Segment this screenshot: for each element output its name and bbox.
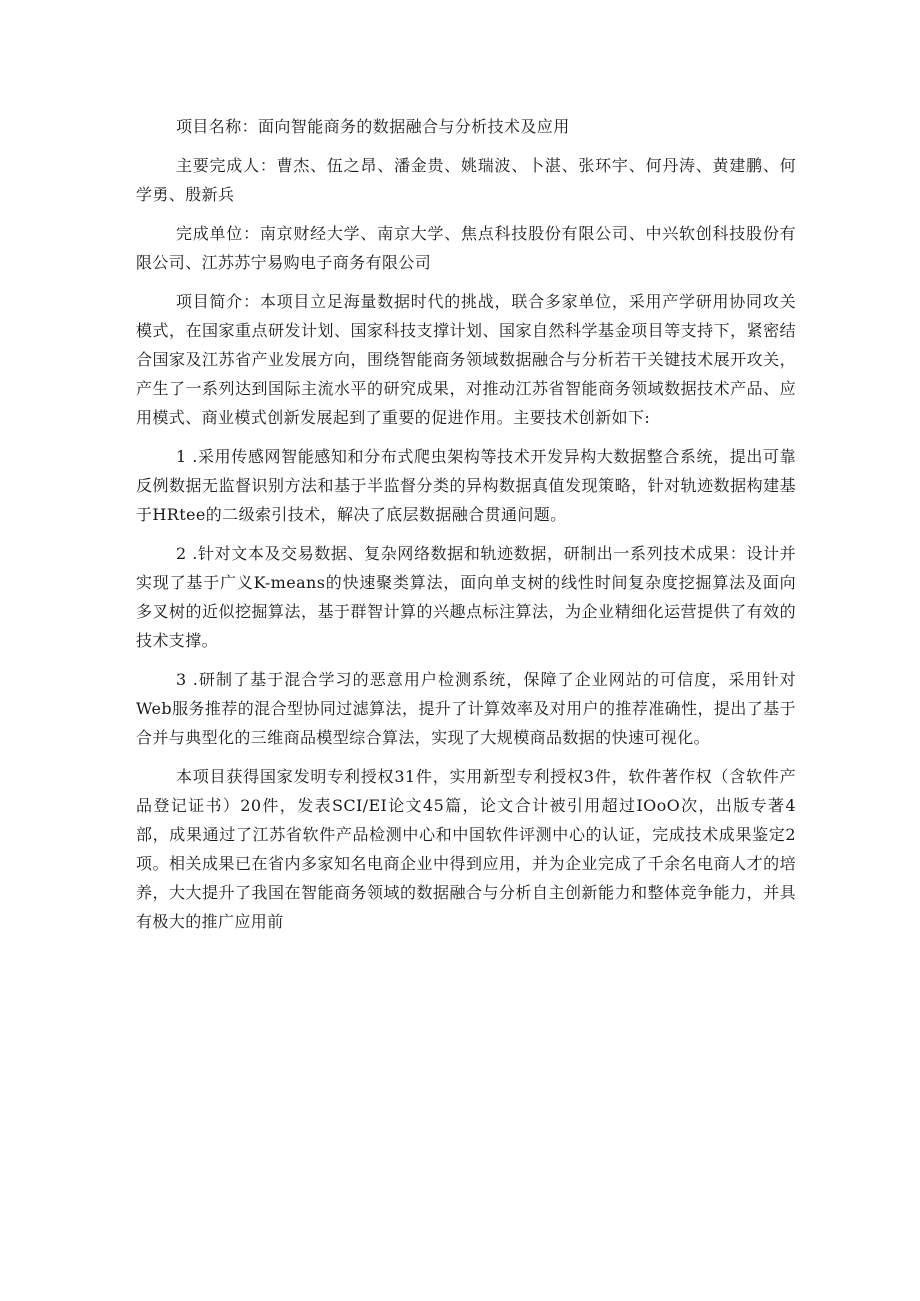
project-summary: 本项目获得国家发明专利授权31件，实用新型专利授权3件，软件著作权（含软件产品登记证书）20件，发表SCI/EI论文45篇，论文合计被引用超过IOoO次，出版专著4部，成果通过了江苏省软件产品检测中心和中国软件评测中心的认证，完成技术成果鉴定2项。相关成果已在省内多家知名电商企业中得到应用，并为企业完成了千余名电商人才的培养，大大提升了我国在智能商务领域的数据融合与分析自主创新能力和整体竞争能力，并具有极大的推广应用前	[136, 767, 796, 931]
project-name: 项目名称：面向智能商务的数据融合与分析技术及应用	[176, 117, 570, 136]
innovation-item-3: 3 .研制了基于混合学习的恶意用户检测系统，保障了企业网站的可信度，采用针对Web服务推荐的混合型协同过滤算法，提升了计算效率及对用户的推荐准确性，提出了基于合并与典型化的三维商品模型综合算法，实现了大规模商品数据的快速可视化。	[136, 670, 796, 747]
completion-units: 完成单位：南京财经大学、南京大学、焦点科技股份有限公司、中兴软创科技股份有限公司、江苏苏宁易购电子商务有限公司	[136, 224, 796, 272]
document-body	[136, 112, 796, 944]
innovation-item-1: 1 .采用传感网智能感知和分布式爬虫架构等技术开发异构大数据整合系统，提出可靠反例数据无监督识别方法和基于半监督分类的异构数据真值发现策略，针对轨迹数据构建基于HRtee的二级索引技术，解决了底层数据融合贯通问题。	[136, 447, 796, 524]
innovation-item-2: 2 .针对文本及交易数据、复杂网络数据和轨迹数据，研制出一系列技术成果：设计并实现了基于广义K-means的快速聚类算法，面向单支树的线性时间复杂度挖掘算法及面向多叉树的近似挖掘算法，基于群智计算的兴趣点标注算法，为企业精细化运营提供了有效的技术支撑。	[136, 544, 796, 650]
main-contributors: 主要完成人：曹杰、伍之昂、潘金贵、姚瑞波、卜湛、张环宇、何丹涛、黄建鹏、何学勇、殷新兵	[136, 156, 796, 204]
project-intro: 项目简介：本项目立足海量数据时代的挑战，联合多家单位，采用产学研用协同攻关模式，在国家重点研发计划、国家科技支撑计划、国家自然科学基金项目等支持下，紧密结合国家及江苏省产业发展方向，围绕智能商务领域数据融合与分析若干关键技术展开攻关，产生了一系列达到国际主流水平的研究成果，对推动江苏省智能商务领域数据技术产品、应用模式、商业模式创新发展起到了重要的促进作用。主要技术创新如下:	[136, 292, 796, 427]
